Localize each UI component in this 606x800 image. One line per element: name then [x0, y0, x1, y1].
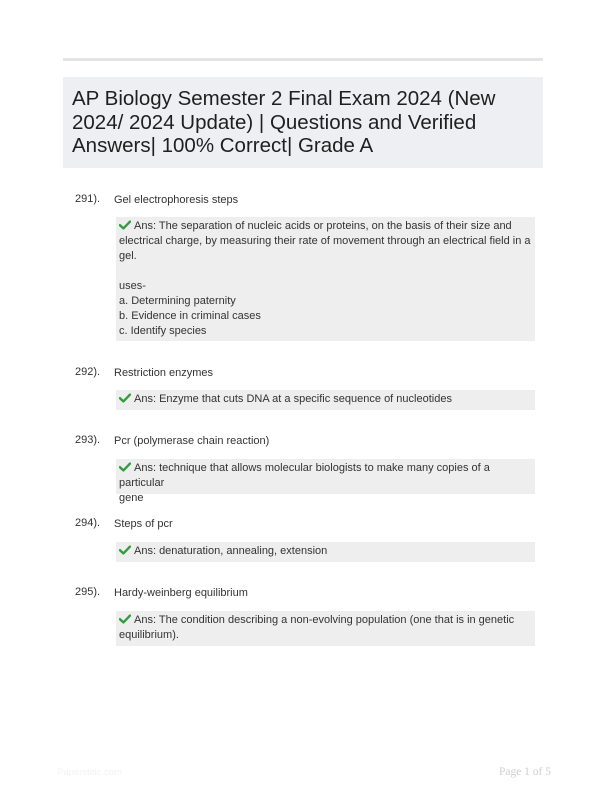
check-icon [119, 462, 131, 472]
question-text: Restriction enzymes [114, 367, 214, 379]
question-number: 293). [75, 434, 101, 446]
check-icon [119, 220, 131, 230]
page-number: Page 1 of 5 [498, 766, 551, 778]
answer-line [119, 392, 531, 407]
footer-watermark: Paperstitic.com [57, 767, 122, 778]
question-text: Hardy-weinberg equilibrium [114, 587, 248, 599]
answer-box [116, 542, 535, 562]
question-row [75, 192, 535, 208]
answer-box [116, 459, 535, 504]
answer-line: electrical charge, by measuring their rate of movement through an electrical field in a [119, 235, 531, 247]
qa-item [75, 365, 535, 405]
qa-item [75, 192, 535, 337]
answer-line: equilibrium). [119, 629, 179, 641]
question-row [75, 365, 535, 381]
question-row [75, 433, 535, 449]
question-number: 292). [75, 366, 101, 378]
answer-line [119, 461, 531, 491]
qa-item [75, 585, 535, 641]
answer-line [119, 544, 531, 559]
answer-text: Ans: technique that allows molecular biologists to make many copies of a particular [119, 462, 493, 489]
answer-line: b. Evidence in criminal cases [119, 310, 261, 322]
answer-line [119, 219, 531, 234]
answer-line: a. Determining paternity [119, 295, 236, 307]
question-number: 291). [75, 193, 101, 205]
answer-box [116, 390, 535, 410]
question-row [75, 585, 535, 601]
check-icon [119, 545, 131, 555]
check-icon [119, 393, 131, 403]
question-text: Pcr (polymerase chain reaction) [114, 435, 270, 447]
answer-line: uses- [119, 280, 146, 292]
question-number: 295). [75, 586, 101, 598]
answer-text: Ans: The separation of nucleic acids or proteins, on the basis of their size and [134, 220, 512, 232]
top-divider [63, 58, 543, 61]
answer-line: gel. [119, 250, 137, 262]
answer-line: gene [119, 492, 144, 504]
answer-box [116, 217, 535, 341]
answer-line [119, 264, 531, 279]
answer-text: Ans: Enzyme that cuts DNA at a specific sequence of nucleotides [134, 393, 452, 405]
question-row [75, 516, 535, 532]
answer-text: Ans: The condition describing a non-evolving population (one that is in genetic [134, 614, 515, 626]
answer-box [116, 611, 535, 646]
question-number: 294). [75, 517, 101, 529]
answer-text: Ans: denaturation, annealing, extension [134, 545, 328, 557]
title-banner [63, 77, 543, 168]
answer-line: c. Identify species [119, 325, 207, 337]
check-icon [119, 614, 131, 624]
answer-line [119, 613, 531, 628]
question-text: Steps of pcr [114, 518, 173, 530]
qa-item [75, 516, 535, 557]
question-text: Gel electrophoresis steps [114, 194, 239, 206]
qa-item [75, 433, 535, 504]
page-title: AP Biology Semester 2 Final Exam 2024 (New 2024/ 2024 Update) | Questions and Verified Answers| 100% Correct| Grade A [72, 87, 496, 157]
